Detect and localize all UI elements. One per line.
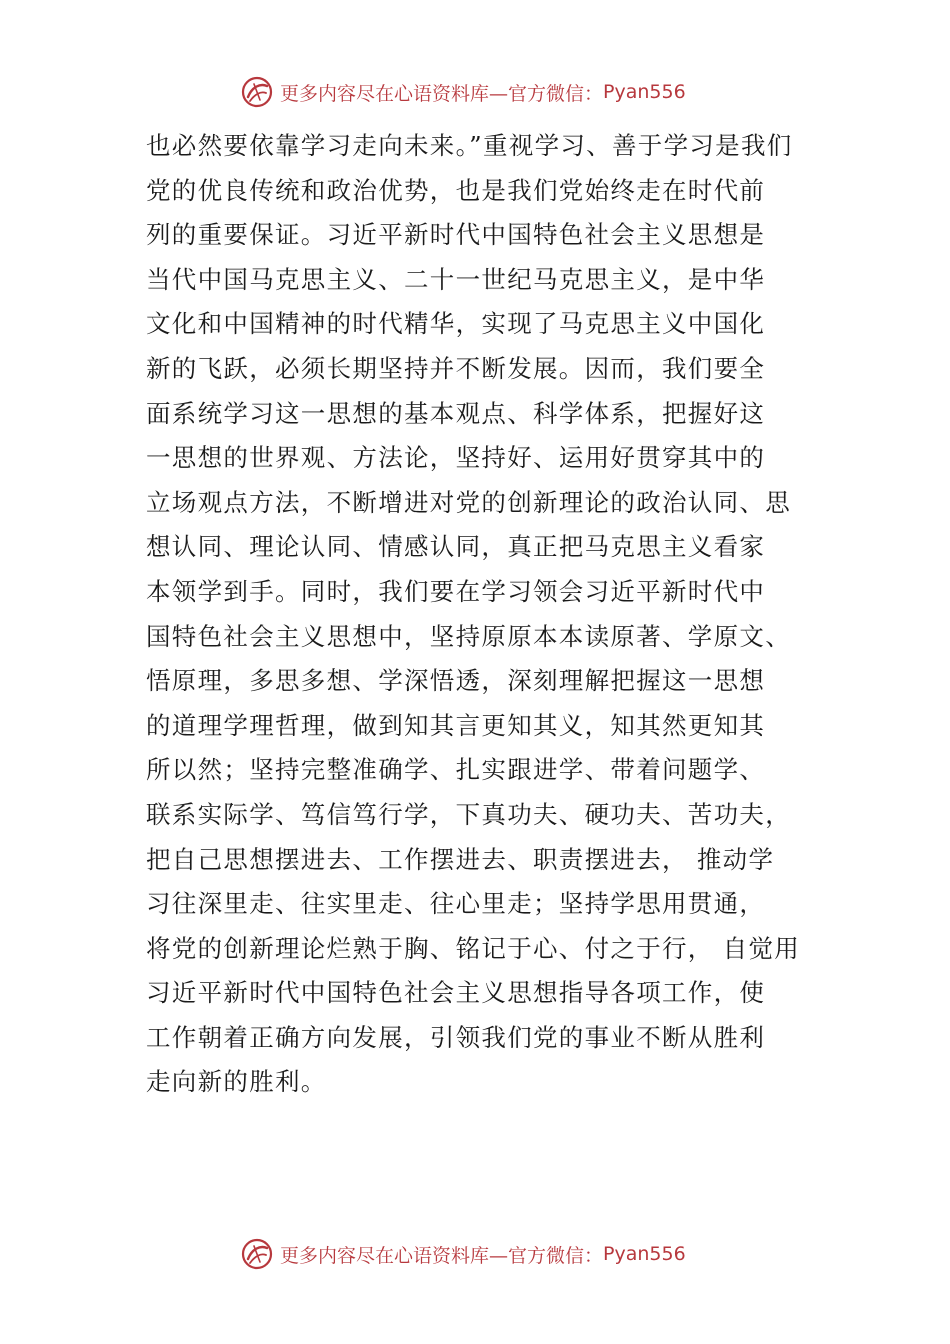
swirl-logo-icon (240, 75, 274, 109)
text-line: 习近平新时代中国特色社会主义思想指导各项工作，使 (146, 978, 766, 1008)
text-line: 联系实际学、笃信笃行学，下真功夫、硬功夫、苦功夫， (146, 799, 791, 829)
text-line: 把自己思想摆进去、工作摆进去、职责摆进去， 推动学 (146, 844, 775, 874)
text-line: 一思想的世界观、方法论，坚持好、运用好贯穿其中的 (146, 443, 766, 473)
text-line: 列的重要保证。习近平新时代中国特色社会主义思想是 (146, 220, 766, 250)
text-line: 党的优良传统和政治优势，也是我们党始终走在时代前 (146, 175, 766, 205)
text-line: 将党的创新理论烂熟于胸、铭记于心、付之于行， 自觉用 (146, 933, 801, 963)
footer-banner-text: 更多内容尽在心语资料库—官方微信： (280, 1244, 604, 1267)
header-banner (240, 74, 740, 110)
text-line: 悟原理，多思多想、学深悟透，深刻理解把握这一思想 (146, 666, 766, 696)
text-line: 文化和中国精神的时代精华，实现了马克思主义中国化 (146, 309, 766, 339)
text-line: 习往深里走、往实里走、往心里走；坚持学思用贯通， (146, 889, 766, 919)
text-line: 本领学到手。同时，我们要在学习领会习近平新时代中 (146, 576, 766, 606)
footer-banner-id: Pyan556 (603, 1243, 686, 1265)
swirl-logo-icon (240, 1237, 274, 1271)
footer-banner (240, 1236, 740, 1272)
text-line: 所以然；坚持完整准确学、扎实跟进学、带着问题学、 (146, 755, 766, 785)
document-body (146, 124, 836, 1105)
text-line: 面系统学习这一思想的基本观点、科学体系，把握好这 (146, 398, 766, 428)
text-line: 立场观点方法，不断增进对党的创新理论的政治认同、思 (146, 487, 791, 517)
text-line: 国特色社会主义思想中，坚持原原本本读原著、学原文、 (146, 621, 791, 651)
text-line: 当代中国马克思主义、二十一世纪马克思主义，是中华 (146, 264, 766, 294)
header-banner-id: Pyan556 (603, 81, 686, 103)
header-banner-text: 更多内容尽在心语资料库—官方微信： (280, 82, 604, 105)
text-line: 工作朝着正确方向发展，引领我们党的事业不断从胜利 (146, 1022, 766, 1052)
text-line: 走向新的胜利。 (146, 1067, 327, 1097)
text-line: 的道理学理哲理，做到知其言更知其义，知其然更知其 (146, 710, 766, 740)
text-line: 新的飞跃，必须长期坚持并不断发展。因而，我们要全 (146, 353, 766, 383)
text-line: 想认同、理论认同、情感认同，真正把马克思主义看家 (146, 532, 766, 562)
text-line: 也必然要依靠学习走向未来。”重视学习、善于学习是我们 (146, 131, 793, 160)
